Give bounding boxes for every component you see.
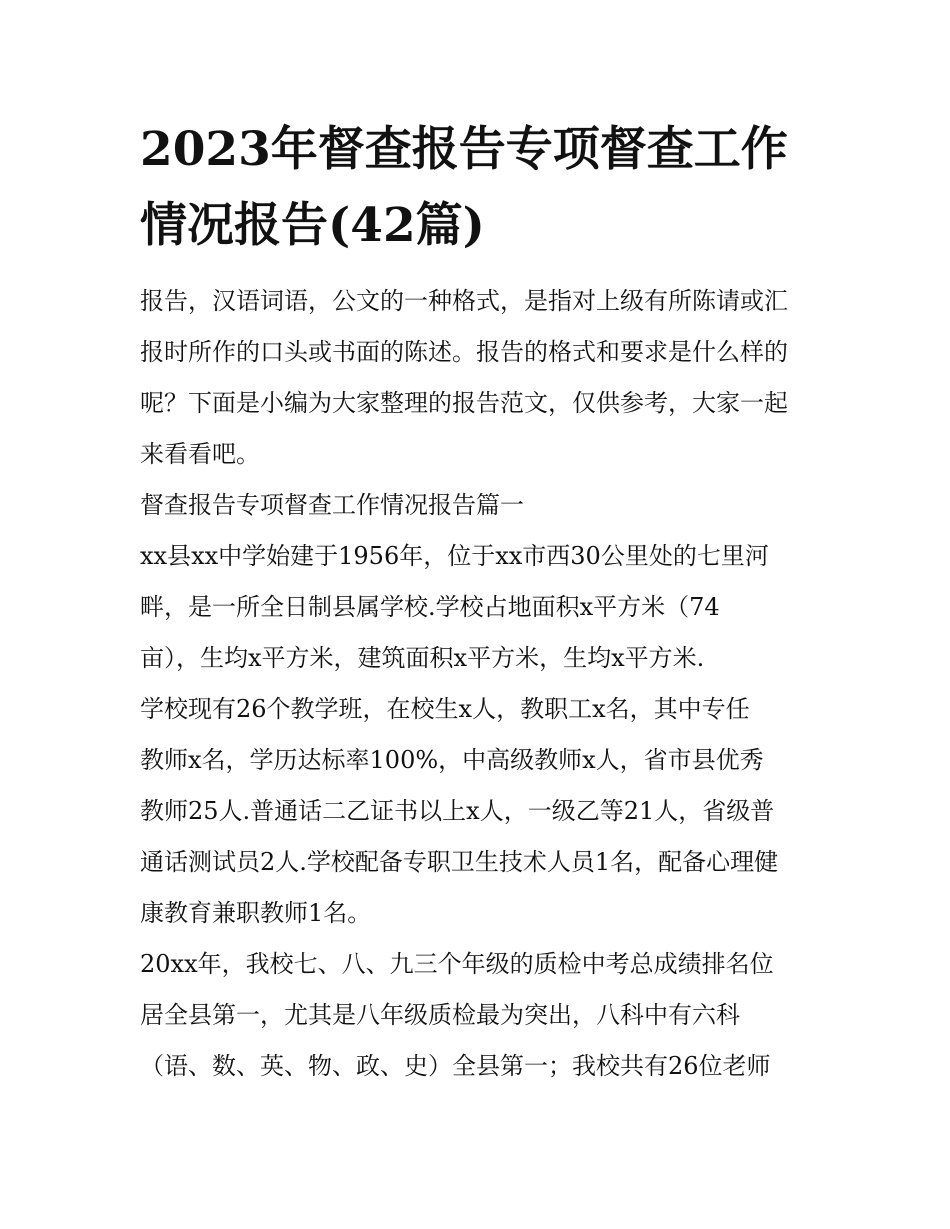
body-paragraph-line: 居全县第一，尤其是八年级质检最为突出，八科中有六科 [140,1001,740,1029]
body-paragraph-line: 20xx年，我校七、八、九三个年级的质检中考总成绩排名位 [140,950,774,978]
body-paragraph-line: xx县xx中学始建于1956年，位于xx市西30公里处的七里河 [140,542,769,570]
intro-paragraph-line: 报时所作的口头或书面的陈述。报告的格式和要求是什么样的 [140,338,788,366]
title-line: 情况报告(42篇) [140,198,485,253]
title-line: 2023年督查报告专项督查工作 [140,122,788,177]
document-body [140,276,830,1092]
intro-paragraph-line: 报告，汉语词语，公文的一种格式，是指对上级有所陈请或汇 [140,287,788,315]
body-paragraph-line: （语、数、英、物、政、史）全县第一；我校共有26位老师 [140,1052,771,1080]
intro-paragraph-line: 呢？下面是小编为大家整理的报告范文，仅供参考，大家一起 [140,389,788,417]
body-paragraph-line: 亩），生均x平方米，建筑面积x平方米，生均x平方米. [140,644,705,672]
body-paragraph-line: 教师x名，学历达标率100%，中高级教师x人，省市县优秀 [140,746,764,774]
document-title [140,112,820,264]
body-paragraph-line: 畔，是一所全日制县属学校.学校占地面积x平方米（74 [140,593,720,621]
body-paragraph-line: 通话测试员2人.学校配备专职卫生技术人员1名，配备心理健 [140,848,779,876]
intro-paragraph-line: 来看看吧。 [140,440,260,468]
body-paragraph-line: 学校现有26个教学班，在校生x人，教职工x名，其中专任 [140,695,750,723]
section-heading: 督查报告专项督查工作情况报告篇一 [140,491,524,519]
body-paragraph-line: 教师25人.普通话二乙证书以上x人，一级乙等21人，省级普 [140,797,775,825]
body-paragraph-line: 康教育兼职教师1名。 [140,899,372,927]
